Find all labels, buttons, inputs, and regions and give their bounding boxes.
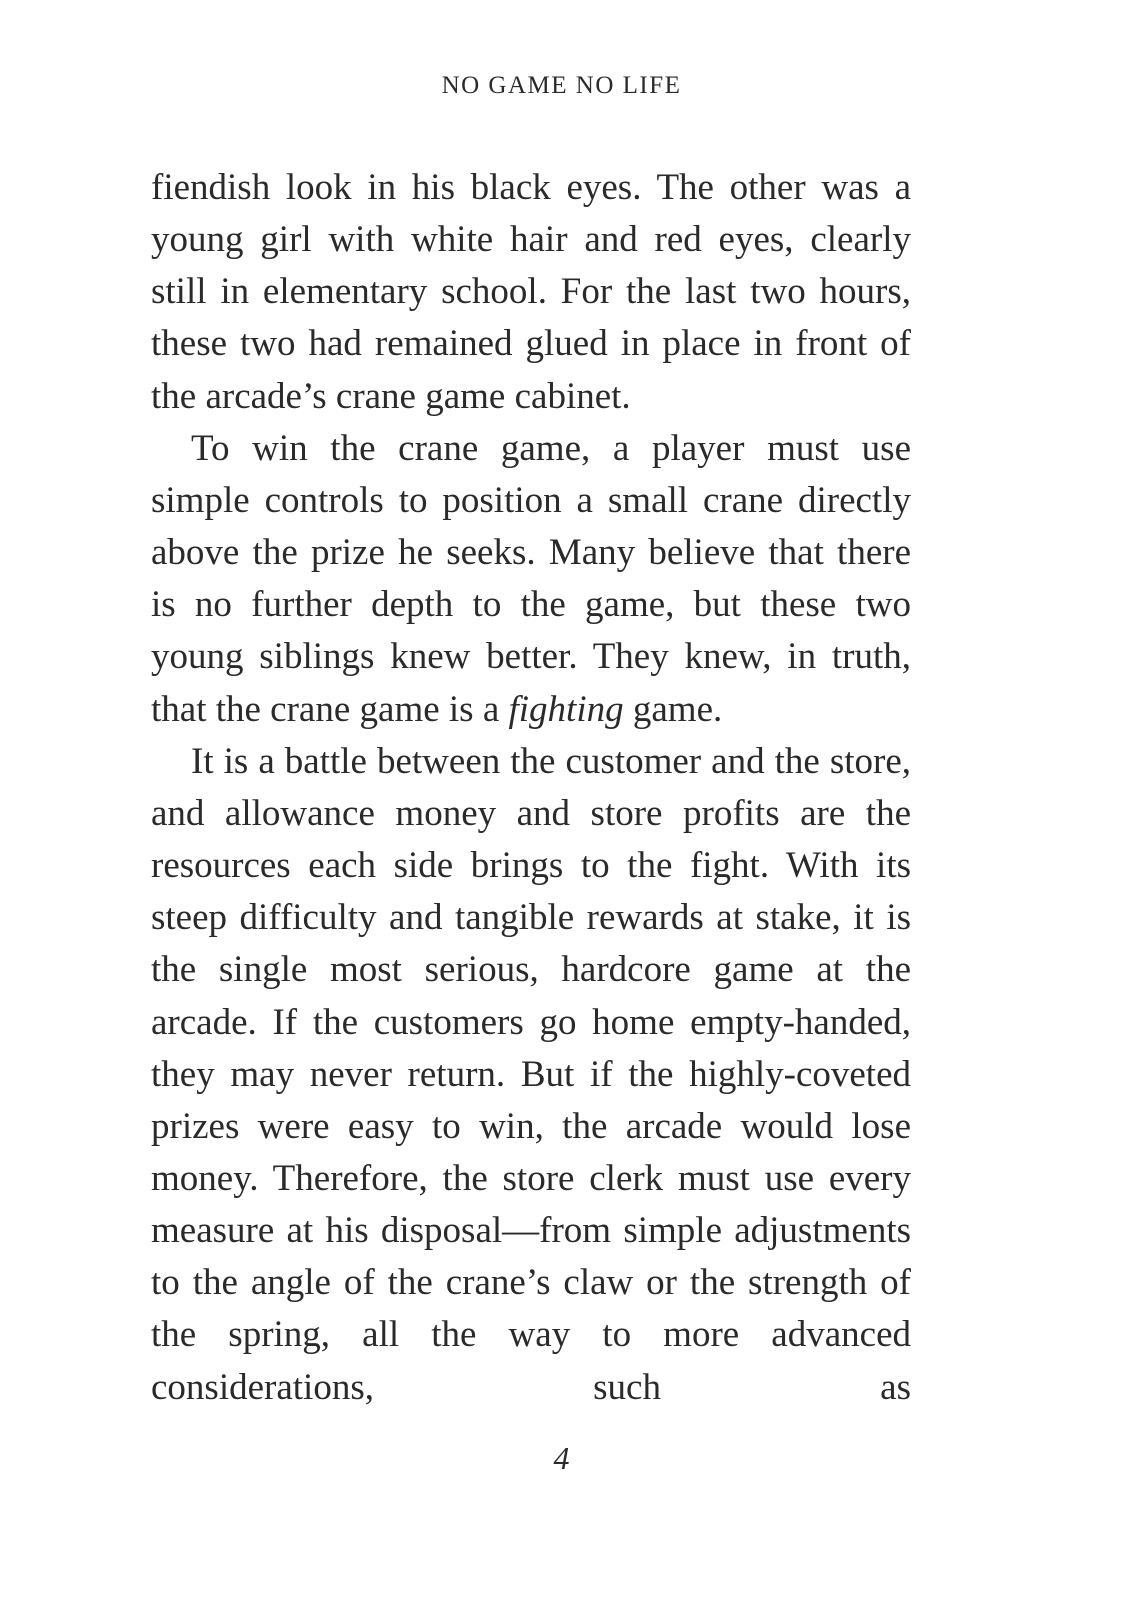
paragraph-text: game. xyxy=(623,688,723,730)
paragraph-text: To win the crane game, a player must use simple controls to position a small crane directly above the prize he seeks. Many believe that there is no further depth to the game, but these two young siblings knew better. They knew, in truth, that the crane game is a xyxy=(151,427,911,730)
emphasis-text: fighting xyxy=(508,688,624,730)
page-number: 4 xyxy=(553,1440,570,1476)
paragraph-continued: fiendish look in his black eyes. The other was a young girl with white hair and red eyes, clearly still in elementary school. For the last two hours, these two had remained glued in place in front of the arcade’s crane game cabinet. xyxy=(151,167,911,417)
paragraph xyxy=(151,423,911,736)
running-head: NO GAME NO LIFE xyxy=(441,72,682,99)
paragraph: It is a battle between the customer and the store, and allowance money and store profits are the resources each side brings to the fight. With its steep difficulty and tangible rewards at stake, it is the single most serious, hardcore game at the arcade. If the customers go home empty-handed, they may never return. But if the highly-coveted prizes were easy to win, the arcade would lose money. Therefore, the store clerk must use every measure at his disposal—from simple adjustments to the angle of the crane’s claw or the strength of the spring, all the way to more advanced considerations, such as xyxy=(151,740,911,1408)
body-text xyxy=(151,162,911,1414)
